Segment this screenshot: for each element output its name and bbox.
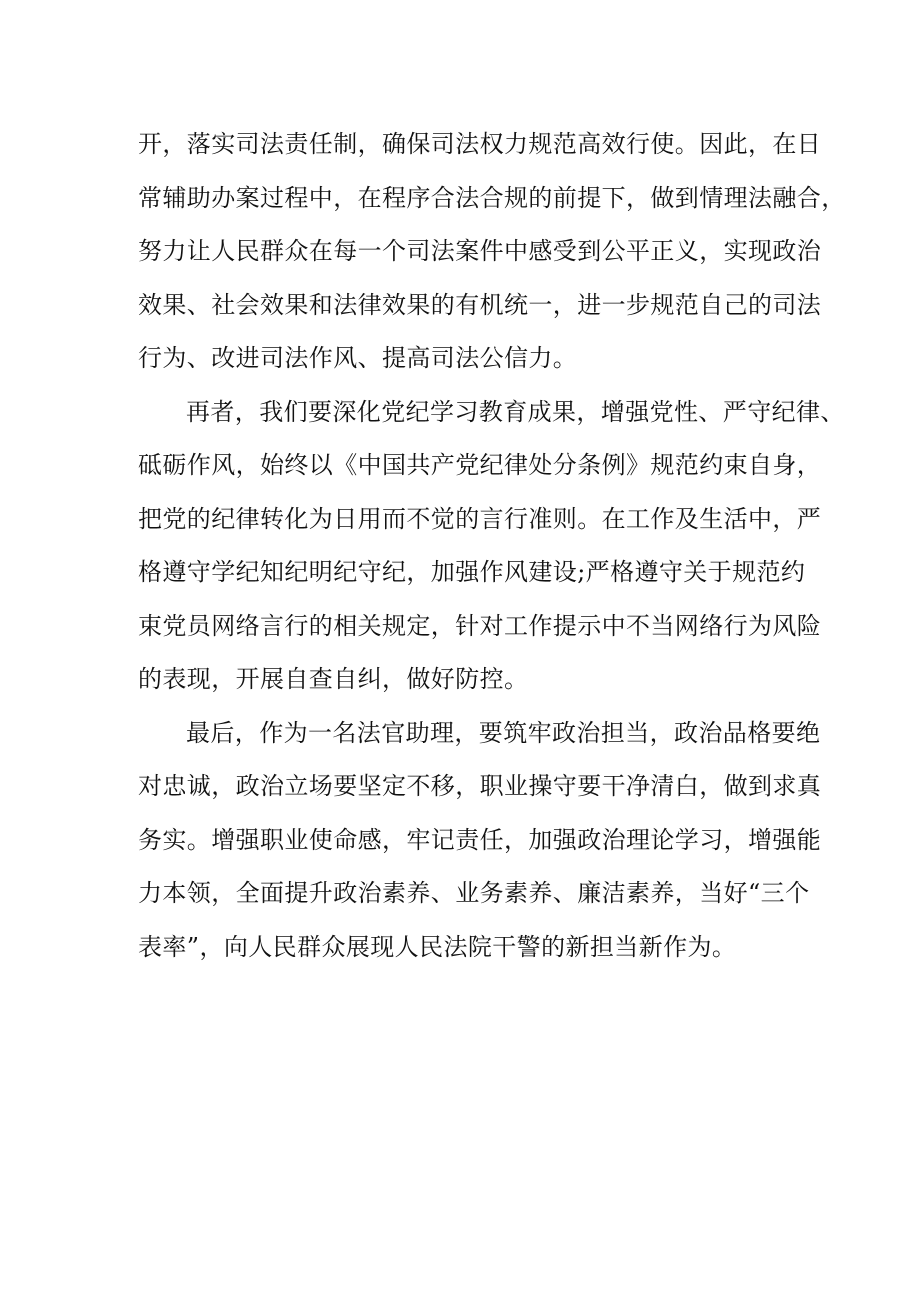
paragraph-2 [138,386,845,707]
document-body [138,118,846,974]
text-line: 再者，我们要深化党纪学习教育成果，增强党性、严守纪律、 [186,397,845,426]
paragraph-3 [138,707,822,975]
text-line: 行为、改进司法作风、提高司法公信力。 [138,344,578,372]
text-line: 务实。增强职业使命感，牢记责任，加强政治理论学习，增强能 [138,825,822,854]
paragraph-1 [138,118,846,386]
text-line: 常辅助办案过程中，在程序合法合规的前提下，做到情理法融合， [138,183,846,212]
text-line: 效果、社会效果和法律效果的有机统一，进一步规范自己的司法 [138,290,822,319]
text-line: 格遵守学纪知纪明纪守纪，加强作风建设;严格遵守关于规范约 [138,558,806,586]
text-line: 砥砺作风，始终以《中国共产党纪律处分条例》规范约束自身， [138,451,822,479]
text-line: 束党员网络言行的相关规定，针对工作提示中不当网络行为风险 [138,611,822,640]
text-line: 开，落实司法责任制，确保司法权力规范高效行使。因此，在日 [138,130,822,158]
text-line: 最后，作为一名法官助理，要筑牢政治担当，政治品格要绝 [186,718,821,747]
text-line: 把党的纪律转化为日用而不觉的言行准则。在工作及生活中，严 [138,504,822,533]
text-line: 的表现，开展自查自纠，做好防控。 [138,665,529,693]
text-line: 对忠诚，政治立场要坚定不移，职业操守要干净清白，做到求真 [138,772,822,800]
text-line: 努力让人民群众在每一个司法案件中感受到公平正义，实现政治 [138,237,822,265]
text-line: 表率”，向人民群众展现人民法院干警的新担当新作为。 [138,932,737,961]
text-line: 力本领，全面提升政治素养、业务素养、廉洁素养，当好“三个 [138,879,810,907]
